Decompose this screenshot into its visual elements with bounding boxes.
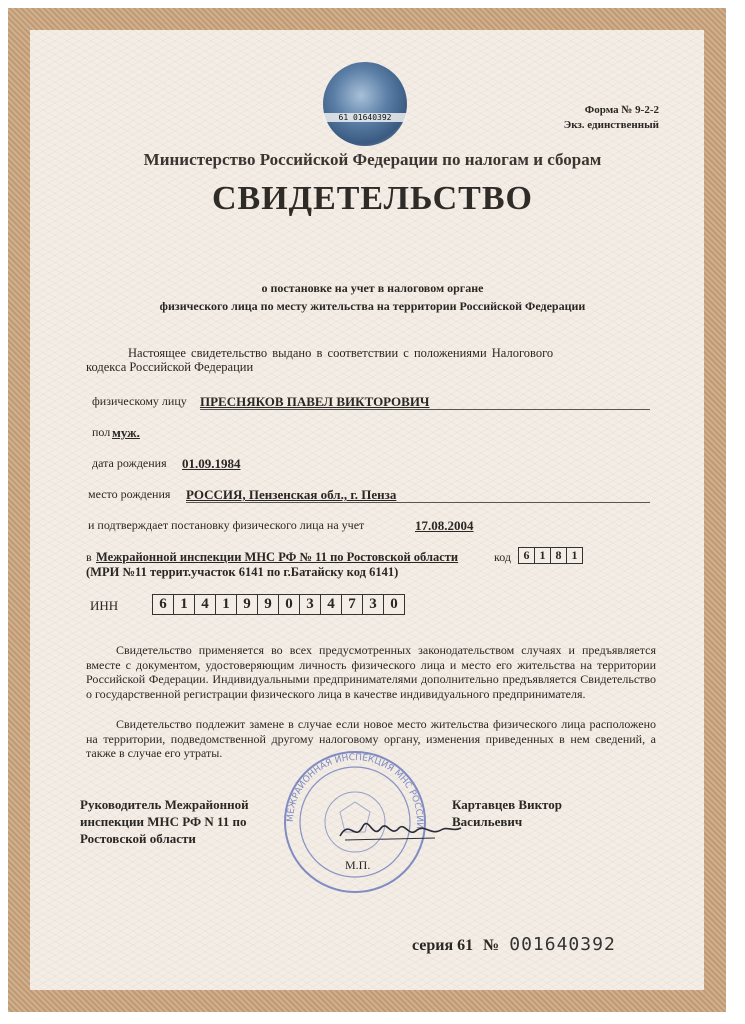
inn-digit: 7 <box>341 594 363 615</box>
person-birthplace: РОССИЯ, Пензенская обл., г. Пенза <box>186 487 397 502</box>
inn-digit: 3 <box>299 594 321 615</box>
inn-digit: 9 <box>257 594 279 615</box>
subtitle-line-2: физического лица по месту жительства на территории Российской Федерации <box>159 299 586 313</box>
inn-digit: 6 <box>152 594 174 615</box>
intro-line-1: Настоящее свидетельство выдано в соответствии с положениями Налогового <box>128 346 554 360</box>
code-digit: 1 <box>566 547 583 564</box>
birthplace-label: место рождения <box>88 487 171 501</box>
position-line-3: Ростовской области <box>80 831 196 846</box>
name-label: физическому лицу <box>92 394 187 408</box>
inn-digit: 0 <box>383 594 405 615</box>
birthplace-line <box>186 486 650 503</box>
sex-label: пол <box>92 425 111 439</box>
signer-line-2: Васильевич <box>452 814 523 829</box>
person-dob: 01.09.1984 <box>182 456 241 471</box>
hologram-number: 61 01640392 <box>323 113 407 122</box>
inn-digit: 1 <box>215 594 237 615</box>
copy-label: Экз. единственный <box>563 119 659 131</box>
code-digit: 1 <box>534 547 551 564</box>
signer-line-1: Картавцев Виктор <box>452 797 563 812</box>
person-name: ПРЕСНЯКОВ ПАВЕЛ ВИКТОРОВИЧ <box>200 394 430 409</box>
stamp-text: МЕЖРАЙОННАЯ ИНСПЕКЦИЯ МНС РОССИИ <box>285 752 425 830</box>
person-sex: муж. <box>112 425 140 440</box>
inn-digit: 4 <box>194 594 216 615</box>
serial-no-label: № <box>483 937 500 954</box>
paragraph-usage: Свидетельство применяется во всех предусмотренных законодательством случаях и предъявляется вместе с документом, удостоверяющим личность физического лица и место его жительства на территории Российской Федерации. Индивидуальными предпринимателями дополнительно предъявляется Свидетельство о государственной регистрации физического лица в качестве индивидуального предпринимателя. <box>86 643 656 701</box>
inspection-code <box>518 547 582 564</box>
inspection-name: Межрайонной инспекции МНС РФ № 11 по Ростовской области <box>96 550 459 564</box>
ministry-name: Министерство Российской Федерации по налогам и сборам <box>143 150 602 169</box>
name-line <box>200 393 650 410</box>
intro-line-2: кодекса Российской Федерации <box>86 360 254 374</box>
serial-number: 001640392 <box>509 934 616 955</box>
position-text-1: Руководитель Межрайонной <box>80 797 249 812</box>
code-label: код <box>494 550 511 564</box>
position-line-1 <box>80 797 300 813</box>
handwritten-signature <box>335 808 465 848</box>
confirm-label: и подтверждает постановку физического лица на учет <box>88 518 365 532</box>
inn-digit: 0 <box>278 594 300 615</box>
dob-label: дата рождения <box>92 456 167 470</box>
form-number: Форма № 9-2-2 <box>584 104 659 116</box>
position-line-2: инспекции МНС РФ N 11 по <box>80 814 247 829</box>
hologram-seal <box>323 62 407 146</box>
inn-digit: 3 <box>362 594 384 615</box>
inn-cells <box>152 594 404 615</box>
code-digit: 6 <box>518 547 535 564</box>
inn-label: ИНН <box>90 598 119 613</box>
inn-digit: 1 <box>173 594 195 615</box>
stamp-place-label: М.П. <box>345 858 371 872</box>
inn-digit: 4 <box>320 594 342 615</box>
serial-block <box>412 934 616 955</box>
inspection-prefix: в <box>86 550 92 564</box>
document-title: СВИДЕТЕЛЬСТВО <box>212 180 533 217</box>
registration-date: 17.08.2004 <box>415 518 474 533</box>
code-digit: 8 <box>550 547 567 564</box>
serial-label: серия 61 <box>412 937 474 954</box>
inn-digit: 9 <box>236 594 258 615</box>
paragraph-replacement: Свидетельство подлежит замене в случае если новое место жительства физического лица расположено на территории, подведомственной другому налоговому органу, изменения приведенных в нем сведений, а также в случае его утраты. <box>86 717 656 760</box>
subtitle-line-1: о постановке на учет в налоговом органе <box>261 281 484 295</box>
inspection-note: (МРИ №11 террит.участок 6141 по г.Батайску код 6141) <box>86 565 399 579</box>
